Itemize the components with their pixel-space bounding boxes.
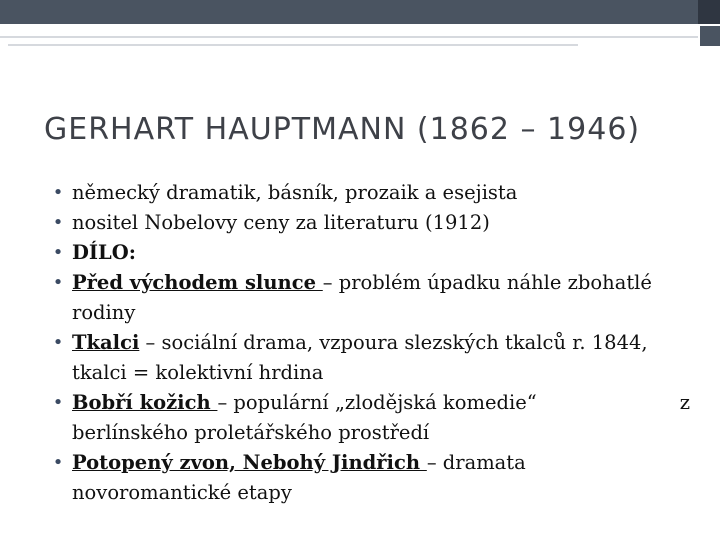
work-description-tail: z [679,391,690,414]
header-rule-short [8,44,578,46]
list-item [50,178,690,208]
top-bar-accent [698,0,720,24]
bullet-icon: • [52,272,64,293]
work-description: – sociální drama, vzpoura slezských tkalců r. 1844, tkalci = kolektivní hrdina [72,331,648,384]
list-item [50,208,690,238]
bullet-icon: • [52,242,64,263]
list-item [50,388,690,448]
section-heading: DÍLO: [72,241,136,264]
list-item [50,448,690,508]
list-item-text: německý dramatik, básník, prozaik a esejista [72,181,518,204]
bullet-icon: • [52,392,64,413]
list-item [50,328,690,388]
header-rule [0,36,698,38]
work-title: Potopený zvon, Nebohý Jindřich [72,451,427,474]
top-bar [0,0,720,24]
slide-title: GERHART HAUPTMANN (1862 – 1946) [44,112,641,147]
bullet-list [50,178,690,508]
bullet-icon: • [52,452,64,473]
work-title: Bobří kožich [72,391,218,414]
bullet-icon: • [52,332,64,353]
work-description: – dramata novoromantické etapy [72,451,526,504]
list-item-text: nositel Nobelovy ceny za literaturu (1912) [72,211,490,234]
list-item [50,238,690,268]
work-description: – problém úpadku náhle zbohatlé rodiny [72,271,652,324]
work-description: – populární „zlodějská komedie“ [217,391,537,414]
work-title: Tkalci [72,331,140,354]
work-title: Před východem slunce [72,271,323,294]
corner-square [700,26,720,46]
work-description-cont: berlínského proletářského prostředí [72,421,430,444]
bullet-icon: • [52,182,64,203]
bullet-icon: • [52,212,64,233]
list-item [50,268,690,328]
